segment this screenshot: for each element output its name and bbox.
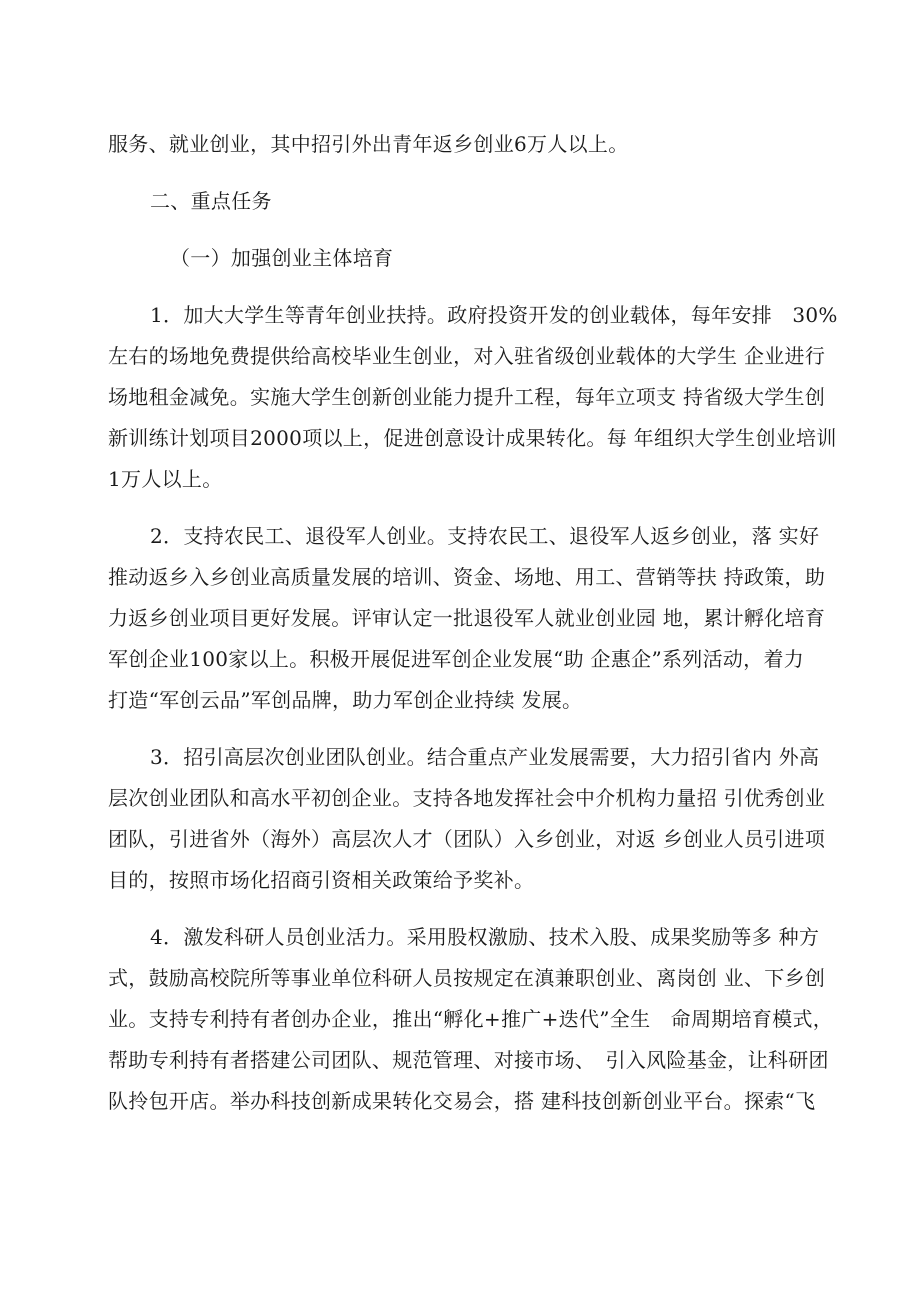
- text-line: 新训练计划项目2000项以上，促进创意设计成果转化。每 年组织大学生创业培训: [108, 426, 837, 450]
- text-line: 4．激发科研人员创业活力。采用股权激励、技术入股、成果奖励等多 种方: [150, 925, 820, 949]
- text-line: 队拎包开店。举办科技创新成果转化交易会，搭 建科技创新创业平台。探索“飞: [108, 1089, 816, 1113]
- document-body: [108, 124, 838, 1138]
- subsection-heading: [108, 238, 828, 279]
- text-line: 左右的场地免费提供给高校毕业生创业，对入驻省级创业载体的大学生 企业进行: [108, 344, 826, 368]
- paragraph-item-3: [108, 737, 828, 901]
- text-line: 军创企业100家以上。积极开展促进军创企业发展“助 企惠企”系列活动，着力: [108, 647, 805, 671]
- section-title: 二、重点任务: [150, 189, 272, 213]
- text-line: 帮助专利持有者搭建公司团队、规范管理、对接市场、 引入风险基金，让科研团: [108, 1048, 829, 1072]
- text-line: 打造“军创云品”军创品牌，助力军创企业持续 发展。: [108, 688, 583, 712]
- paragraph-item-2: [108, 516, 828, 721]
- text-line: 1万人以上。: [108, 467, 223, 491]
- text-line: 目的，按照市场化招商引资相关政策给予奖补。: [108, 868, 535, 892]
- text-line: 3．招引高层次创业团队创业。结合重点产业发展需要，大力招引省内 外高: [150, 745, 820, 769]
- text-line: 场地租金减免。实施大学生创新创业能力提升工程，每年立项支 持省级大学生创: [108, 385, 826, 409]
- paragraph-item-1: [108, 295, 838, 500]
- text-line: 力返乡创业项目更好发展。评审认定一批退役军人就业创业园 地，累计孵化培育: [108, 606, 826, 630]
- text-line: 式，鼓励高校院所等事业单位科研人员按规定在滇兼职创业、离岗创 业、下乡创: [108, 966, 826, 990]
- text-line: 业。支持专利持有者创办企业，推出“孵化+推广+迭代”全生 命周期培育模式，: [108, 1007, 834, 1031]
- text-line: 1．加大大学生等青年创业扶持。政府投资开发的创业载体，每年安排 30%: [150, 303, 838, 327]
- text-line: 推动返乡入乡创业高质量发展的培训、资金、场地、用工、营销等扶 持政策，助: [108, 565, 826, 589]
- text-line: 服务、就业创业，其中招引外出青年返乡创业6万人以上。: [108, 132, 629, 156]
- text-line: 层次创业团队和高水平初创企业。支持各地发挥社会中介机构力量招 引优秀创业: [108, 786, 826, 810]
- section-heading: [108, 181, 828, 222]
- text-line: 2．支持农民工、退役军人创业。支持农民工、退役军人返乡创业，落 实好: [150, 524, 820, 548]
- subsection-title: （一）加强创业主体培育: [170, 246, 394, 270]
- text-line: 团队，引进省外（海外）高层次人才（团队）入乡创业，对返 乡创业人员引进项: [108, 827, 826, 851]
- paragraph-item-4: [108, 917, 834, 1122]
- paragraph-intro-continuation: [108, 124, 828, 165]
